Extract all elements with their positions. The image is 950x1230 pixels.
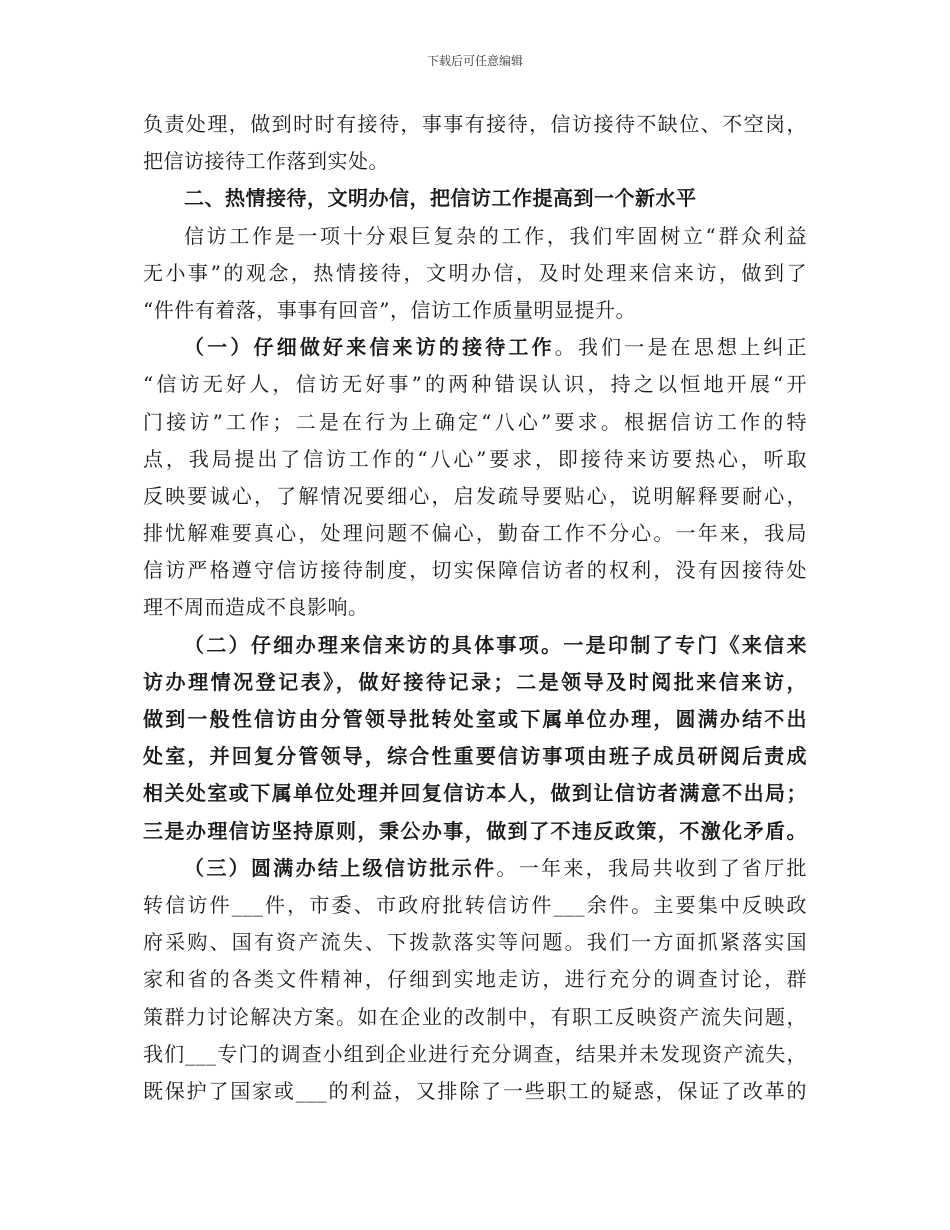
bold-text-segment: 访办理情况登记表》，做好接待记录；二是领导及时阅批来信来访， bbox=[143, 669, 807, 694]
text-segment: 我们___专门的调查小组到企业进行充分调查，结果并未发现资产流失， bbox=[143, 1041, 807, 1066]
text-segment: 把信访接待工作落到实处。 bbox=[143, 149, 389, 174]
text-segment: 策群力讨论解决方案。如在企业的改制中，有职工反映资产流失问题， bbox=[143, 1004, 807, 1029]
bold-text-segment: （二）仔细办理来信来访的具体事项。一是印制了专门《来信来 bbox=[184, 632, 807, 657]
text-segment: 信访严格遵守信访接待制度，切实保障信访者的权利，没有因接待处 bbox=[143, 558, 807, 583]
text-line bbox=[143, 441, 807, 478]
text-segment: 。我们一是在思想上纠正 bbox=[554, 335, 808, 360]
text-line bbox=[143, 143, 807, 180]
text-line bbox=[143, 999, 807, 1036]
text-line bbox=[143, 701, 807, 738]
text-segment: 。一年来，我局共收到了省厅批 bbox=[496, 855, 808, 880]
bold-text-segment: 处室，并回复分管领导，综合性重要信访事项由班子成员研阅后责成 bbox=[143, 744, 807, 769]
text-segment: 理不周而造成不良影响。 bbox=[143, 595, 369, 620]
text-segment: “件件有着落，事事有回音”，信访工作质量明显提升。 bbox=[143, 297, 636, 322]
text-line bbox=[143, 738, 807, 775]
text-segment: 转信访件___件，市委、市政府批转信访件___余件。主要集中反映政 bbox=[143, 892, 807, 917]
text-segment: 信访工作是一项十分艰巨复杂的工作，我们牢固树立“群众利益 bbox=[184, 223, 807, 248]
text-line bbox=[143, 813, 807, 850]
text-segment: “信访无好人，信访无好事”的两种错误认识，持之以恒地开展“开 bbox=[143, 372, 807, 397]
text-segment: 府采购、国有资产流失、下拨款落实等问题。我们一方面抓紧落实国 bbox=[143, 930, 807, 955]
text-segment: 反映要诚心，了解情况要细心，启发疏导要贴心，说明解释要耐心， bbox=[143, 483, 807, 508]
text-line bbox=[143, 515, 807, 552]
text-line bbox=[143, 887, 807, 924]
text-line bbox=[143, 292, 807, 329]
text-segment: 家和省的各类文件精神，仔细到实地走访，进行充分的调查讨论，群 bbox=[143, 967, 807, 992]
page-header: 下载后可任意编辑 bbox=[426, 54, 523, 68]
text-line bbox=[143, 106, 807, 143]
text-line bbox=[143, 1036, 807, 1073]
text-segment: 无小事”的观念，热情接待，文明办信，及时处理来信来访，做到了 bbox=[143, 260, 807, 285]
bold-text-segment: 做到一般性信访由分管领导批转处室或下属单位办理，圆满办结不出 bbox=[143, 707, 807, 731]
text-segment: 负责处理，做到时时有接待，事事有接待，信访接待不缺位、不空岗， bbox=[143, 112, 807, 136]
text-line bbox=[143, 180, 807, 217]
bold-text-segment: 二、热情接待，文明办信，把信访工作提高到一个新水平 bbox=[184, 186, 697, 211]
bold-text-segment: 相关处室或下属单位处理并回复信访本人，做到让信访者满意不出局； bbox=[143, 781, 807, 806]
text-line bbox=[143, 218, 807, 255]
text-line bbox=[143, 627, 807, 664]
text-line bbox=[143, 924, 807, 961]
text-segment: 排忧解难要真心，处理问题不偏心，勤奋工作不分心。一年来，我局 bbox=[143, 521, 807, 546]
text-line bbox=[143, 775, 807, 812]
text-segment: 点，我局提出了信访工作的“八心”要求，即接待来访要热心，听取 bbox=[143, 446, 807, 471]
bold-text-segment: 三是办理信访坚持原则，秉公办事，做到了不违反政策，不激化矛盾。 bbox=[143, 818, 807, 843]
text-line bbox=[143, 1073, 807, 1110]
text-segment: 门接访”工作；二是在行为上确定“八心”要求。根据信访工作的特 bbox=[143, 409, 807, 434]
text-line bbox=[143, 664, 807, 701]
text-line bbox=[143, 552, 807, 589]
text-line bbox=[143, 961, 807, 998]
text-line bbox=[143, 366, 807, 403]
text-line bbox=[143, 589, 807, 626]
bold-text-segment: （一）仔细做好来信来访的接待工作 bbox=[184, 335, 555, 360]
document-body bbox=[143, 106, 807, 1110]
text-line bbox=[143, 404, 807, 441]
text-line bbox=[143, 850, 807, 887]
text-line bbox=[143, 329, 807, 366]
text-segment: 既保护了国家或___的利益，又排除了一些职工的疑惑，保证了改革的 bbox=[143, 1078, 807, 1103]
text-line bbox=[143, 255, 807, 292]
text-line bbox=[143, 478, 807, 515]
bold-text-segment: （三）圆满办结上级信访批示件 bbox=[184, 855, 497, 880]
